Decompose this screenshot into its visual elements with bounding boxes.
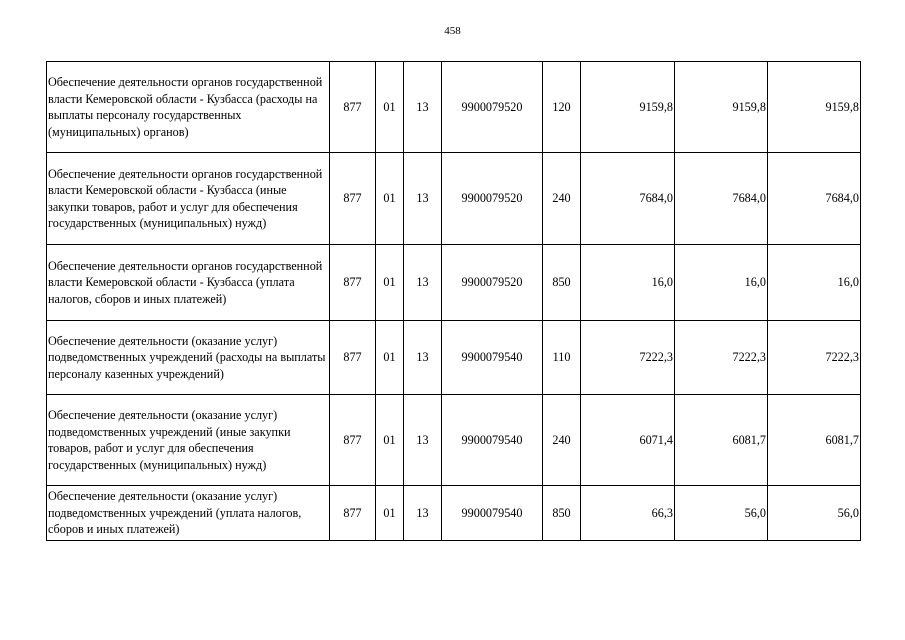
table-body: [47, 62, 861, 541]
table-row: [47, 62, 861, 153]
expense-type-cell: 850: [543, 245, 581, 321]
amount-year1-cell: 9159,8: [581, 62, 675, 153]
expense-type-cell: 110: [543, 321, 581, 395]
section-code-cell: 01: [376, 486, 404, 541]
subsection-code-cell: 13: [404, 486, 442, 541]
amount-year3-cell: 9159,8: [768, 62, 861, 153]
row-name-cell: Обеспечение деятельности органов государственной власти Кемеровской области - Кузбасса (иные закупки товаров, работ и услуг для обеспечения государственных (муниципальных) нужд): [47, 153, 330, 245]
section-code-cell: 01: [376, 395, 404, 486]
amount-year3-cell: 6081,7: [768, 395, 861, 486]
ministry-code-cell: 877: [330, 245, 376, 321]
table-row: [47, 245, 861, 321]
target-article-cell: 9900079520: [442, 62, 543, 153]
row-name-cell: Обеспечение деятельности (оказание услуг) подведомственных учреждений (расходы на выплаты персоналу казенных учреждений): [47, 321, 330, 395]
amount-year3-cell: 56,0: [768, 486, 861, 541]
section-code-cell: 01: [376, 153, 404, 245]
table-row: [47, 395, 861, 486]
table-row: [47, 486, 861, 541]
amount-year2-cell: 7222,3: [675, 321, 768, 395]
amount-year2-cell: 16,0: [675, 245, 768, 321]
target-article-cell: 9900079520: [442, 153, 543, 245]
page-number: 458: [444, 25, 461, 37]
expense-type-cell: 240: [543, 153, 581, 245]
section-code-cell: 01: [376, 245, 404, 321]
amount-year1-cell: 66,3: [581, 486, 675, 541]
subsection-code-cell: 13: [404, 153, 442, 245]
subsection-code-cell: 13: [404, 245, 442, 321]
ministry-code-cell: 877: [330, 395, 376, 486]
expense-type-cell: 240: [543, 395, 581, 486]
amount-year3-cell: 7222,3: [768, 321, 861, 395]
section-code-cell: 01: [376, 321, 404, 395]
amount-year2-cell: 6081,7: [675, 395, 768, 486]
amount-year2-cell: 7684,0: [675, 153, 768, 245]
row-name-cell: Обеспечение деятельности (оказание услуг) подведомственных учреждений (иные закупки товаров, работ и услуг для обеспечения государственных (муниципальных) нужд): [47, 395, 330, 486]
amount-year1-cell: 6071,4: [581, 395, 675, 486]
row-name-cell: Обеспечение деятельности органов государственной власти Кемеровской области - Кузбасса (расходы на выплаты персоналу государственных (муниципальных) органов): [47, 62, 330, 153]
ministry-code-cell: 877: [330, 486, 376, 541]
amount-year1-cell: 7684,0: [581, 153, 675, 245]
expense-type-cell: 850: [543, 486, 581, 541]
ministry-code-cell: 877: [330, 153, 376, 245]
target-article-cell: 9900079520: [442, 245, 543, 321]
amount-year3-cell: 7684,0: [768, 153, 861, 245]
subsection-code-cell: 13: [404, 321, 442, 395]
subsection-code-cell: 13: [404, 62, 442, 153]
table-row: [47, 321, 861, 395]
row-name-cell: Обеспечение деятельности (оказание услуг) подведомственных учреждений (уплата налогов, сборов и иных платежей): [47, 486, 330, 541]
amount-year3-cell: 16,0: [768, 245, 861, 321]
ministry-code-cell: 877: [330, 62, 376, 153]
ministry-code-cell: 877: [330, 321, 376, 395]
row-name-cell: Обеспечение деятельности органов государственной власти Кемеровской области - Кузбасса (уплата налогов, сборов и иных платежей): [47, 245, 330, 321]
expense-type-cell: 120: [543, 62, 581, 153]
target-article-cell: 9900079540: [442, 321, 543, 395]
amount-year1-cell: 16,0: [581, 245, 675, 321]
amount-year1-cell: 7222,3: [581, 321, 675, 395]
section-code-cell: 01: [376, 62, 404, 153]
target-article-cell: 9900079540: [442, 395, 543, 486]
amount-year2-cell: 56,0: [675, 486, 768, 541]
subsection-code-cell: 13: [404, 395, 442, 486]
budget-table: [46, 61, 861, 541]
amount-year2-cell: 9159,8: [675, 62, 768, 153]
table-row: [47, 153, 861, 245]
target-article-cell: 9900079540: [442, 486, 543, 541]
